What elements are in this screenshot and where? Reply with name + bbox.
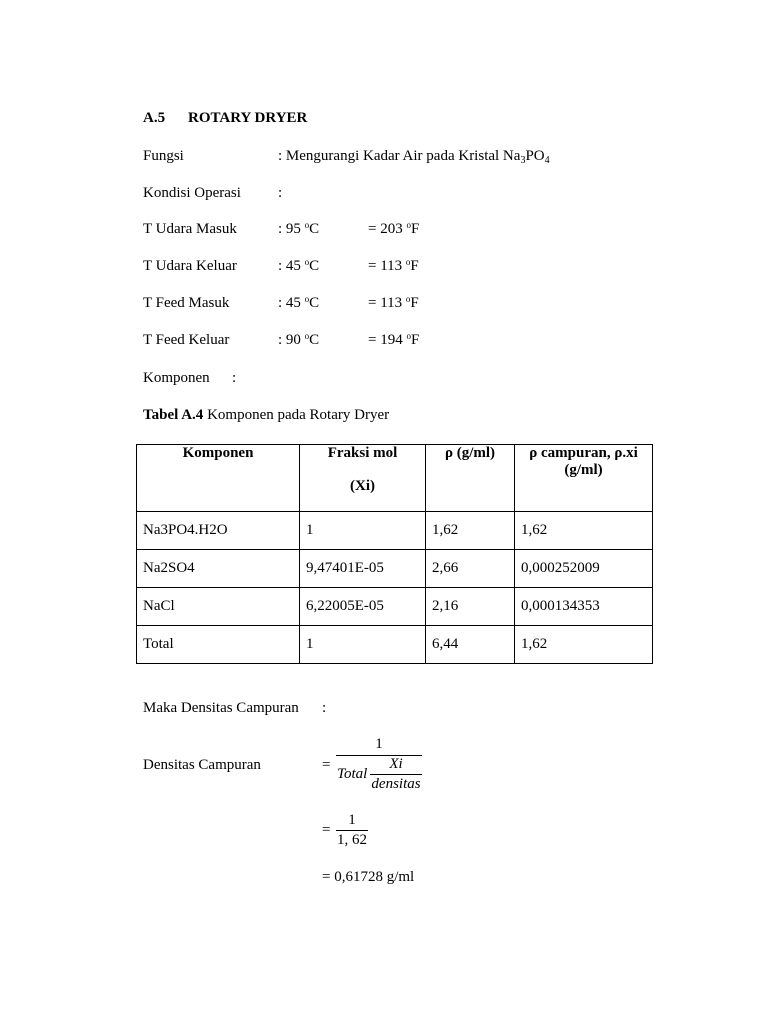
formula-label: Densitas Campuran [143, 757, 261, 773]
maka-colon: : [322, 700, 327, 716]
cell-fraksi: 1 [300, 626, 426, 664]
kondisi-colon: : [278, 185, 283, 201]
table-row [137, 588, 653, 626]
cell-fraksi: 1 [300, 512, 426, 550]
section-title: ROTARY DRYER [188, 110, 308, 126]
formula-total: Total [337, 766, 368, 782]
step2-equals: = [322, 822, 331, 838]
temp-celsius: : 45 $^o$C [278, 257, 320, 274]
formula-inner-numerator: Xi [389, 756, 403, 772]
cell-rho: 6,44 [426, 626, 515, 664]
table-row [137, 512, 653, 550]
formula-equals: = [322, 757, 331, 773]
temp-celsius: : 90 $^o$C [278, 331, 320, 348]
cell-fraksi: 9,47401E-05 [300, 550, 426, 588]
cell-rho: 2,66 [426, 550, 515, 588]
formula-result: = 0,61728 g/ml [322, 869, 415, 885]
component-table [136, 444, 653, 664]
formula-inner-denominator: densitas [371, 776, 421, 792]
header-fraksi-mol: Fraksi mol (Xi) [300, 445, 426, 512]
header-komponen: Komponen [137, 445, 300, 512]
cell-campuran: 0,000252009 [515, 550, 653, 588]
cell-rho: 2,16 [426, 588, 515, 626]
header-rho-campuran: ρ campuran, ρ.xi (g/ml) [515, 445, 653, 512]
fungsi-value: : Mengurangi Kadar Air pada Kristal $Na_3PO_4$ [278, 148, 550, 166]
temp-label: T Udara Keluar [143, 258, 237, 274]
cell-komponen: Na2SO4 [137, 550, 300, 588]
cell-campuran: 0,000134353 [515, 588, 653, 626]
formula-inner-fraction-bar [370, 774, 422, 775]
cell-campuran: 1,62 [515, 512, 653, 550]
step2-fraction-bar [336, 830, 368, 831]
temp-label: T Udara Masuk [143, 221, 237, 237]
komponen-colon: : [232, 370, 237, 386]
table-header-row [137, 445, 653, 512]
table-caption: Tabel A.4 Komponen pada Rotary Dryer [143, 407, 390, 423]
step2-numerator: 1 [348, 812, 356, 828]
maka-label: Maka Densitas Campuran [143, 700, 299, 716]
table-row-total [137, 626, 653, 664]
kondisi-label: Kondisi Operasi [143, 185, 241, 201]
cell-fraksi: 6,22005E-05 [300, 588, 426, 626]
temp-fahrenheit: = 194 $^o$F [368, 331, 420, 348]
cell-komponen: Total [137, 626, 300, 664]
temp-fahrenheit: = 113 $^o$F [368, 294, 419, 311]
temp-fahrenheit: = 113 $^o$F [368, 257, 419, 274]
temp-fahrenheit: = 203 $^o$F [368, 220, 420, 237]
temp-label: T Feed Masuk [143, 295, 230, 311]
cell-rho: 1,62 [426, 512, 515, 550]
temp-celsius: : 45 $^o$C [278, 294, 320, 311]
fungsi-label: Fungsi [143, 148, 184, 164]
temp-label: T Feed Keluar [143, 332, 230, 348]
temp-celsius: : 95 $^o$C [278, 220, 320, 237]
cell-komponen: Na3PO4.H2O [137, 512, 300, 550]
cell-komponen: NaCl [137, 588, 300, 626]
table-row [137, 550, 653, 588]
cell-campuran: 1,62 [515, 626, 653, 664]
formula-numerator: 1 [375, 736, 383, 752]
section-number: A.5 [143, 110, 166, 126]
step2-denominator: 1, 62 [337, 832, 367, 848]
header-rho: ρ (g/ml) [426, 445, 515, 512]
komponen-label: Komponen [143, 370, 210, 386]
